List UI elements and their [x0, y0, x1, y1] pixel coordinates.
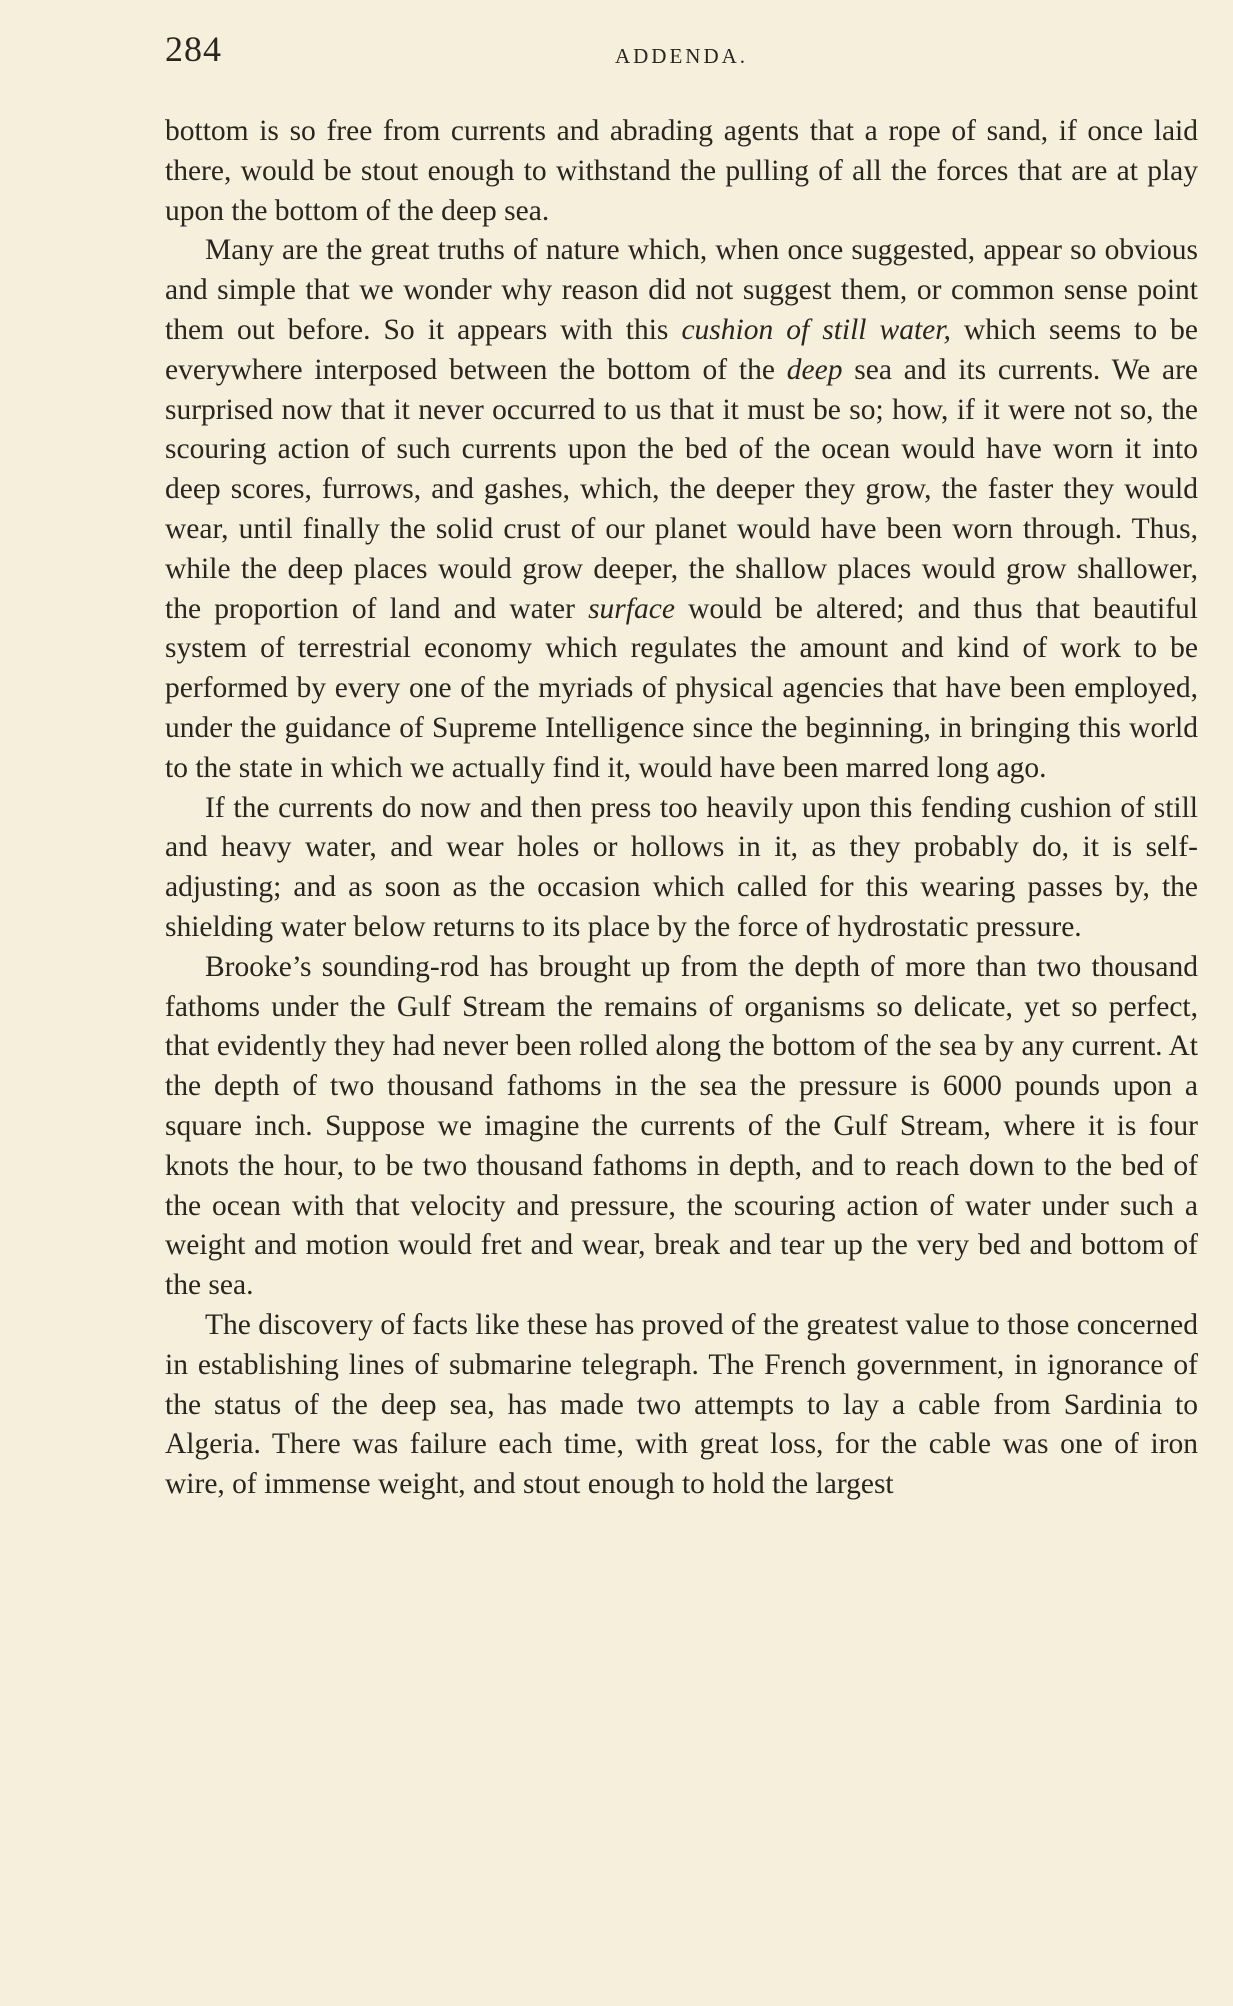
text-segment: Many are the great truths of nature which, when once suggested, appear so obvious and simple that we wonder why reason did not suggest them, or common sense point them out before. So it appears with this	[165, 234, 1198, 346]
text-segment: bottom is so free from currents and abrading agents that a rope of sand, if once laid there, would be stout enough to withstand the pulling of all the forces that are at play upon the bottom of the deep sea.	[165, 115, 1198, 227]
italic-phrase: deep	[786, 353, 843, 386]
running-head: ADDENDA.	[614, 44, 749, 68]
paragraph-self-adjusting	[165, 789, 1198, 948]
paragraph-brookes-sounding-rod	[165, 948, 1198, 1306]
text-segment: Brooke’s sounding-rod has brought up from the depth of more than two thousand fathoms under the Gulf Stream the remains of organisms so delicate, yet so perfect, that evidently they had never been rolled along the bottom of the sea by any current. At the depth of two thousand fathoms in the sea the pressure is 6000 pounds upon a square inch. Suppose we imagine the currents of the Gulf Stream, where it is four knots the hour, to be two thousand fathoms in depth, and to reach down to the bed of the ocean with that velocity and pressure, the scouring action of water under such a weight and motion would fret and wear, break and tear up the very bed and bottom of the sea.	[165, 950, 1198, 1302]
text-segment: The discovery of facts like these has proved of the greatest value to those concerned in establishing lines of submarine telegraph. The French government, in ignorance of the status of the deep sea, has made two attempts to lay a cable from Sardinia to Algeria. There was failure each time, with great loss, for the cable was one of iron wire, of immense weight, and stout enough to hold the largest	[165, 1308, 1198, 1501]
text-segment: would be altered; and thus that beautiful system of terrestrial economy which regulates the amount and kind of work to be performed by every one of the myriads of physical agencies that have been employed, under the guidance of Supreme Intelligence since the beginning, in bringing this world to the state in which we actually find it, would have been marred long ago.	[165, 592, 1199, 784]
paragraph-cushion-of-still-water	[165, 231, 1198, 788]
paragraph-continued	[165, 112, 1198, 231]
page-number: 284	[165, 29, 222, 69]
body-text	[165, 112, 1198, 1505]
italic-phrase: cushion of still water,	[681, 313, 951, 346]
text-segment: If the currents do now and then press too heavily upon this fending cushion of still and heavy water, and wear holes or hollows in it, as they probably do, it is self-adjusting; and as soon as the occasion which called for this wearing passes by, the shielding water below returns to its place by the force of hydrostatic pressure.	[165, 791, 1198, 943]
italic-phrase: surface	[588, 592, 675, 625]
page-header	[165, 28, 1198, 78]
text-segment: which seems to be everywhere interposed between the bottom of the	[165, 313, 1199, 386]
text-segment: sea and its currents. We are surprised now that it never occurred to us that it must be so; how, if it were not so, the scouring action of such currents upon the bed of the ocean would have worn it into deep scores, furrows, and gashes, which, the deeper they grow, the faster they would wear, until finally the solid crust of our planet would have been worn through. Thus, while the deep places would grow deeper, the shallow places would grow shallower, the proportion of land and water	[165, 353, 1199, 625]
paragraph-submarine-telegraph	[165, 1306, 1198, 1505]
